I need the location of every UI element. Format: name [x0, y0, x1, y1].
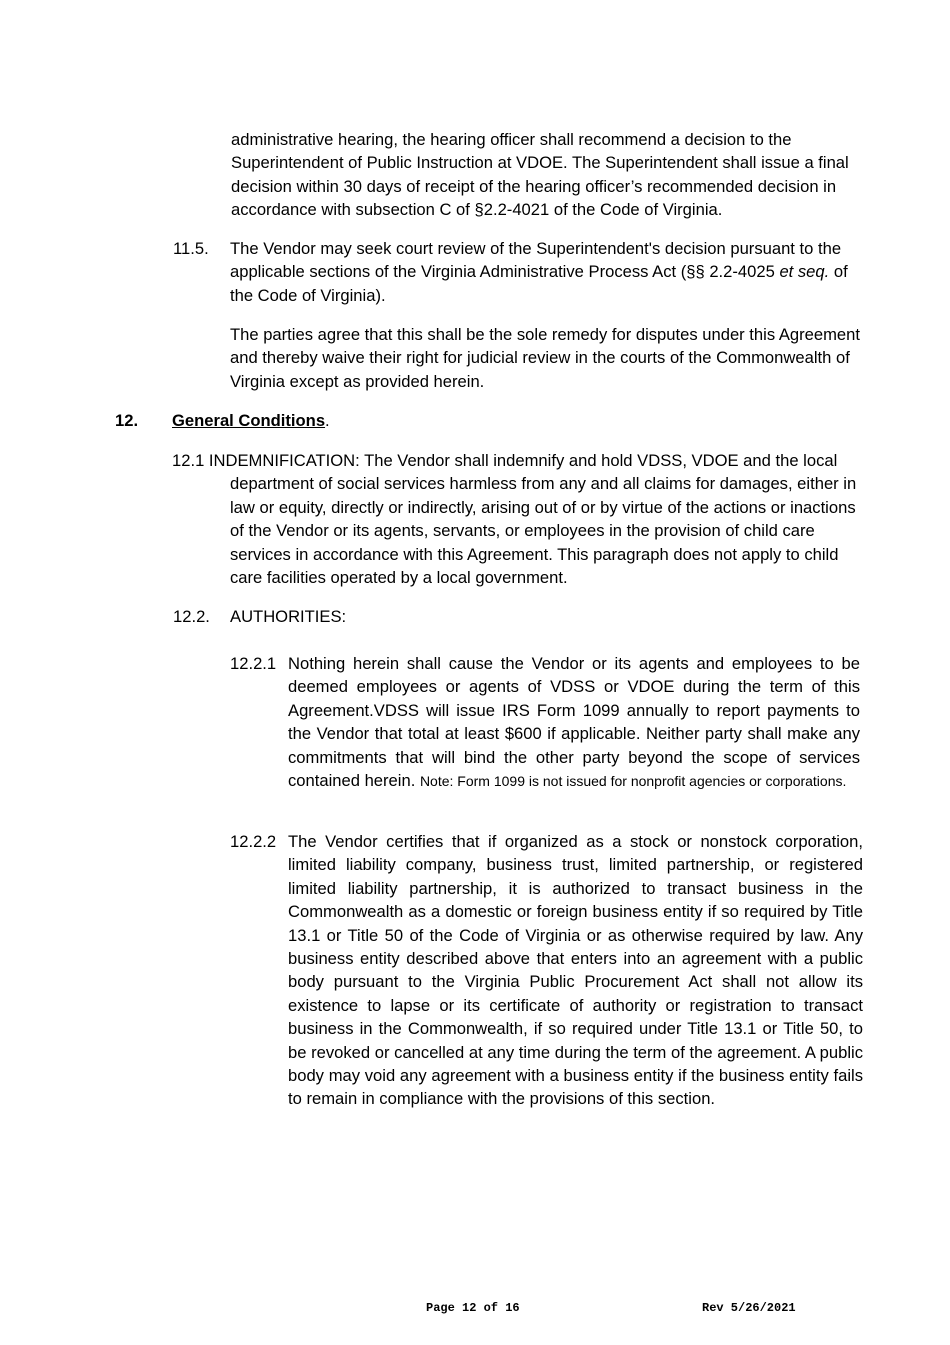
- section-12-title: General Conditions: [172, 411, 326, 430]
- section-12-2-1-text: [288, 652, 860, 793]
- section-12-1-indemnification: 12.1 INDEMNIFICATION: The Vendor shall indemnify and hold VDSS, VDOE and the local department of social services harmless from any and all claims for damages, either in law or equity, directly or indirectly, arising out of or by virtue of the actions or inactions of the Vendor or its agents, servants, or employees in the provision of child care services in accordance with this Agreement. This paragraph does not apply to child care facilities operated by a local government.: [172, 451, 857, 588]
- section-11-5-number: 11.5.: [173, 239, 209, 258]
- section-12-2-1-body: Nothing herein shall cause the Vendor or its agents and employees to be deemed employees or agents of VDSS or VDOE during the term of this Agreement.VDSS will issue IRS Form 1099 annually to report payments to the Vendor that total at least $600 if applicable. Neither party shall make any commitments that will bind the other party beyond the scope of services contained herein.: [288, 654, 860, 791]
- footer-revision: Rev 5/26/2021: [702, 1301, 796, 1315]
- section-11-5-text-start: The Vendor may seek court review of the Superintendent's decision pursuant to the applicable sections of the Virginia Administrative Process Act (§§ 2.2-4025: [230, 239, 842, 282]
- section-12-2-1-number: 12.2.1: [230, 654, 277, 673]
- section-12-title-suffix: .: [325, 411, 330, 430]
- section-11-5-text: [230, 237, 866, 307]
- section-12-heading: [172, 409, 330, 432]
- et-seq-italic: et seq.: [779, 262, 830, 282]
- footer-page-number: Page 12 of 16: [426, 1301, 520, 1315]
- form-1099-note: Note: Form 1099 is not issued for nonprofit agencies or corporations.: [419, 773, 847, 790]
- section-12-2-number: 12.2.: [173, 607, 210, 626]
- sole-remedy-paragraph: The parties agree that this shall be the sole remedy for disputes under this Agreement and thereby waive their right for judicial review in the courts of the Commonwealth of Virginia except as provided herein.: [230, 325, 860, 391]
- section-12-number: 12.: [115, 411, 139, 430]
- section-12-2-2-text: The Vendor certifies that if organized as a stock or nonstock corporation, limited liability company, business trust, limited partnership, or registered limited liability partnership, it is authorized to transact business in the Commonwealth as a domestic or foreign business entity if so required by Title 13.1 or Title 50 of the Code of Virginia or as otherwise required by law. Any business entity described above that enters into an agreement with a public body pursuant to the Virginia Public Procurement Act shall not allow its existence to lapse or its certificate of authority or registration to transact business in the Commonwealth, if so required under Title 13.1 or Title 50, to be revoked or cancelled at any time during the term of the agreement. A public body may void any agreement with a business entity if the business entity fails to remain in compliance with the provisions of this section.: [288, 832, 863, 1109]
- section-12-2-2-number: 12.2.2: [230, 832, 277, 851]
- section-11-5-text-end: of the Code of Virginia).: [230, 262, 848, 305]
- continuation-paragraph: administrative hearing, the hearing officer shall recommend a decision to the Superintendent of Public Instruction at VDOE. The Superintendent shall issue a final decision within 30 days of receipt of the hearing officer’s recommended decision in accordance with subsection C of §2.2-4021 of the Code of Virginia.: [231, 130, 849, 220]
- section-12-2-title: AUTHORITIES:: [230, 607, 347, 626]
